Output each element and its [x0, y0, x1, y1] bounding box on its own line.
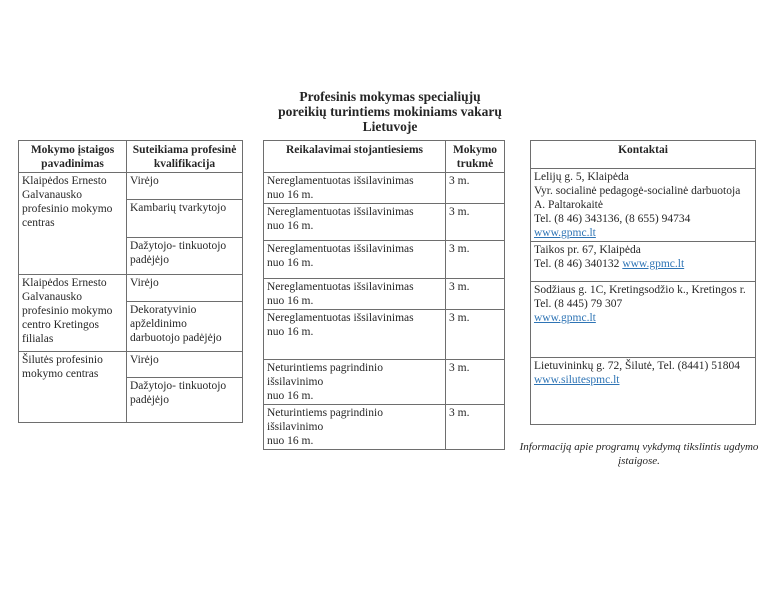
contacts-table: [530, 140, 756, 425]
duration-cell: 3 m.: [446, 241, 505, 279]
requirement-line: nuo 16 m.: [267, 326, 314, 338]
requirement-cell: [264, 310, 446, 360]
requirement-line: nuo 16 m.: [267, 435, 314, 447]
duration-cell: 3 m.: [446, 204, 505, 241]
column-header-duration: Mokymo trukmė: [446, 141, 505, 173]
requirement-cell: [264, 204, 446, 241]
institutions-table: [18, 140, 243, 423]
qualification-cell: Dekoratyvinio apželdinimo darbuotojo padėjėjo: [127, 302, 243, 352]
page-title: [0, 89, 780, 134]
contact-phone: Tel. (8 46) 343136, (8 655) 94734: [534, 213, 691, 225]
institution-cell: Klaipėdos Ernesto Galvanausko profesinio mokymo centras: [19, 173, 127, 275]
qualification-cell: Virėjo: [127, 275, 243, 302]
institution-cell: Šilutės profesinio mokymo centras: [19, 352, 127, 423]
requirement-line: Neturintiems pagrindinio išsilavinimo: [267, 407, 383, 433]
qualification-cell: Virėjo: [127, 173, 243, 200]
contact-phone: Tel. (8 445) 79 307: [534, 298, 623, 310]
qualification-cell: Virėjo: [127, 352, 243, 378]
requirement-line: Nereglamentuotas išsilavinimas: [267, 281, 414, 293]
requirement-line: Nereglamentuotas išsilavinimas: [267, 206, 414, 218]
requirement-line: nuo 16 m.: [267, 189, 314, 201]
footer-note: Informaciją apie programų vykdymą tikslintis ugdymo įstaigose.: [519, 441, 759, 467]
duration-cell: 3 m.: [446, 173, 505, 204]
requirement-cell: [264, 241, 446, 279]
institution-cell: Klaipėdos Ernesto Galvanausko profesinio mokymo centro Kretingos filialas: [19, 275, 127, 352]
contact-address: Lelijų g. 5, Klaipėda: [534, 171, 629, 183]
requirement-cell: [264, 405, 446, 450]
title-line-3: Lietuvoje: [362, 119, 418, 134]
column-header-institution: Mokymo įstaigos pavadinimas: [19, 141, 127, 173]
contact-person-title: Vyr. socialinė pedagogė-socialinė darbuotoja: [534, 185, 741, 197]
requirement-line: nuo 16 m.: [267, 220, 314, 232]
column-header-contacts: Kontaktai: [531, 141, 756, 169]
requirement-cell: [264, 173, 446, 204]
duration-cell: 3 m.: [446, 405, 505, 450]
qualification-cell: Dažytojo- tinkuotojo padėjėjo: [127, 238, 243, 275]
duration-cell: 3 m.: [446, 279, 505, 310]
requirement-cell: [264, 360, 446, 405]
contact-address: Lietuvininkų g. 72, Šilutė, Tel. (8441) 51804: [534, 360, 740, 372]
duration-cell: 3 m.: [446, 360, 505, 405]
contact-cell: [531, 358, 756, 425]
requirement-line: Nereglamentuotas išsilavinimas: [267, 243, 414, 255]
requirement-line: Neturintiems pagrindinio išsilavinimo: [267, 362, 383, 388]
requirement-line: nuo 16 m.: [267, 390, 314, 402]
title-line-2: poreikių turintiems mokiniams vakarų: [278, 104, 502, 119]
title-line-1: Profesinis mokymas specialiųjų: [299, 89, 481, 104]
requirement-line: Nereglamentuotas išsilavinimas: [267, 175, 414, 187]
contact-cell: [531, 169, 756, 242]
column-header-requirements: Reikalavimai stojantiesiems: [264, 141, 446, 173]
requirement-line: Nereglamentuotas išsilavinimas: [267, 312, 414, 324]
requirement-cell: [264, 279, 446, 310]
qualification-cell: Kambarių tvarkytojo: [127, 200, 243, 238]
qualification-cell: Dažytojo- tinkuotojo padėjėjo: [127, 378, 243, 423]
gpmc-link[interactable]: www.gpmc.lt: [622, 258, 685, 270]
column-header-qualification: Suteikiama profesinė kvalifikacija: [127, 141, 243, 173]
requirements-table: [263, 140, 505, 450]
requirement-line: nuo 16 m.: [267, 295, 314, 307]
duration-cell: 3 m.: [446, 310, 505, 360]
contact-person-name: A. Paltarokaitė: [534, 199, 603, 211]
contact-cell: [531, 282, 756, 358]
contact-address: Taikos pr. 67, Klaipėda: [534, 244, 641, 256]
gpmc-link[interactable]: www.gpmc.lt: [534, 227, 596, 239]
contact-address: Sodžiaus g. 1C, Kretingsodžio k., Kretingos r.: [534, 284, 746, 296]
contact-cell: [531, 242, 756, 282]
gpmc-link[interactable]: www.gpmc.lt: [534, 312, 596, 324]
requirement-line: nuo 16 m.: [267, 257, 314, 269]
silutespmc-link[interactable]: www.silutespmc.lt: [534, 374, 620, 386]
contact-phone: Tel. (8 46) 340132: [534, 258, 623, 270]
